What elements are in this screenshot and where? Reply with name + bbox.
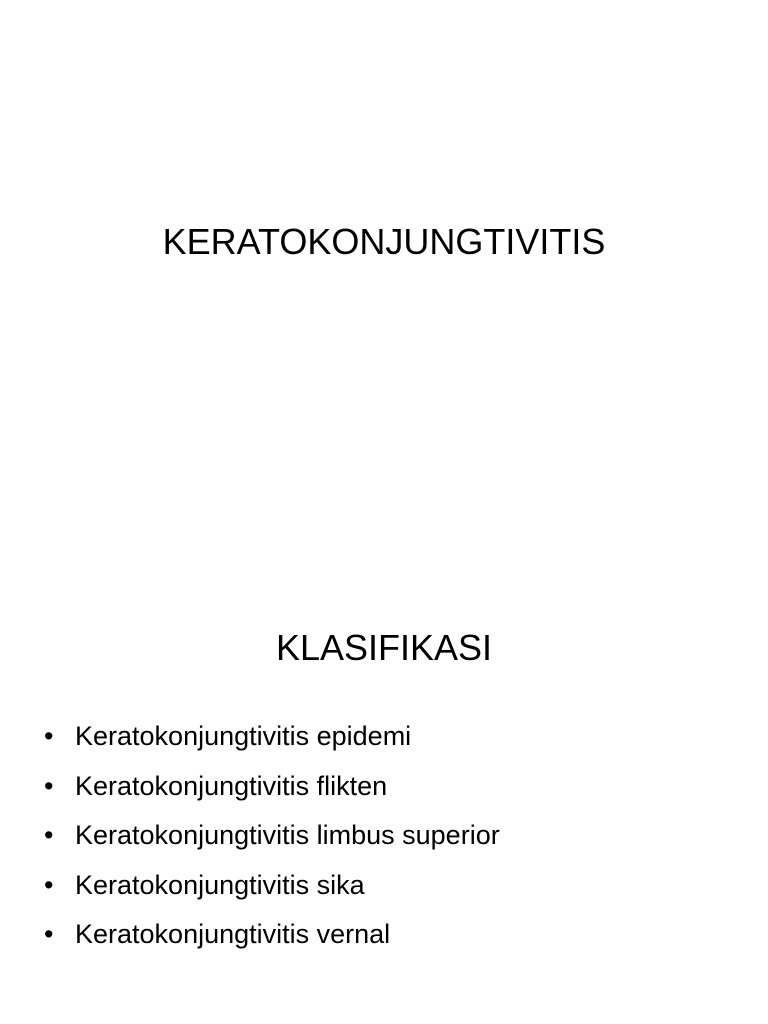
bullet-icon: • (44, 721, 54, 751)
list-item-label: Keratokonjungtivitis epidemi (75, 721, 412, 751)
list-item (44, 716, 744, 766)
section-heading: KLASIFIKASI (275, 627, 493, 668)
list-item-label: Keratokonjungtivitis vernal (75, 919, 391, 949)
list-item (44, 815, 744, 865)
bullet-icon: • (44, 869, 54, 900)
list-item (44, 865, 744, 915)
bullet-icon: • (44, 919, 54, 949)
bullet-icon: • (44, 770, 54, 801)
list-item-label: Keratokonjungtivitis sika (75, 869, 365, 900)
page-title: KERATOKONJUNGTIVITIS (162, 221, 606, 262)
bullet-icon: • (44, 820, 54, 850)
list-item-label: Keratokonjungtivitis flikten (75, 770, 388, 801)
list-item (44, 766, 744, 816)
list-item (44, 914, 744, 964)
classification-list (44, 716, 744, 964)
list-item-label: Keratokonjungtivitis limbus superior (75, 820, 500, 850)
